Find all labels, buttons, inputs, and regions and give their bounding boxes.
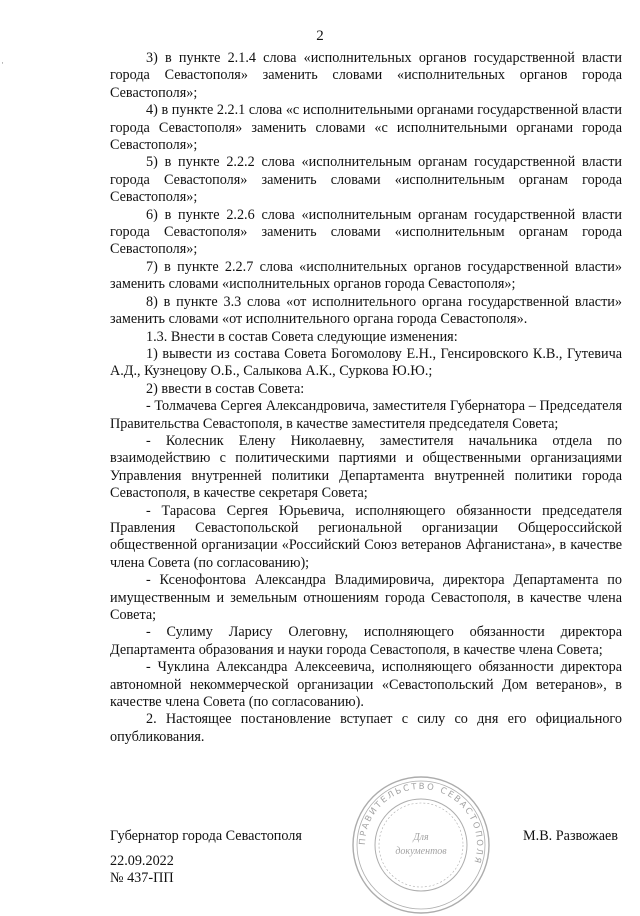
- paragraph-remove-members: 1) вывести из состава Совета Богомолову Е.Н., Генсировского К.В., Гутевича А.Д., Кузнецову О.Б., Салыкова А.К., Суркова Ю.Ю.;: [110, 345, 622, 380]
- stamp-center-text-1: Для: [413, 832, 429, 843]
- stamp-center-text-2: документов: [395, 846, 447, 857]
- member-entry-ksenofontov: - Ксенофонтова Александра Владимировича, директора Департамента по имущественным и земельным отношениям города Севастополя, в качестве члена Совета;: [110, 572, 622, 623]
- document-body: [110, 50, 622, 746]
- paragraph-item-3: 3) в пункте 2.1.4 слова «исполнительных органов государственной власти города Севастополя» заменить словами «исполнительных органов города Севастополя»;: [110, 50, 622, 101]
- paragraph-item-5: 5) в пункте 2.2.2 слова «исполнительным органам государственной власти города Севастополя» заменить словами «исполнительным органам города Севастополя»;: [110, 154, 622, 206]
- member-entry-chuklin: - Чуклина Александра Алексеевича, исполняющего обязанности директора автономной некоммерческой организации «Севастопольский Дом ветеранов», в качестве члена Совета (по согласованию).: [110, 659, 622, 711]
- stamp-ring-text: ПРАВИТЕЛЬСТВО СЕВАСТОПОЛЯ: [357, 781, 485, 866]
- page-number: 2: [316, 28, 324, 44]
- paragraph-item-8: 8) в пункте 3.3 слова «от исполнительного органа государственной власти» заменить словами «от исполнительного органа города Севастополя».: [110, 293, 622, 328]
- paragraph-add-members: 2) ввести в состав Совета:: [146, 380, 305, 397]
- document-number: № 437-ПП: [110, 870, 174, 886]
- member-entry-sulima: - Сулиму Ларису Олеговну, исполняющего обязанности директора Департамента образования и науки города Севастополя, в качестве члена Совета;: [110, 624, 622, 658]
- paragraph-item-4: 4) в пункте 2.2.1 слова «с исполнительными органами государственной власти города Севастополя» заменить словами «с исполнительными органами города Севастополя»;: [110, 102, 622, 154]
- signatory-position: Губернатор города Севастополя: [110, 828, 302, 844]
- paragraph-item-7: 7) в пункте 2.2.7 слова «исполнительных органов государственной власти» заменить словами «исполнительных органов города Севастополя»;: [110, 258, 622, 293]
- document-date: 22.09.2022: [110, 853, 174, 869]
- member-entry-tolmachev: - Толмачева Сергея Александровича, заместителя Губернатора – Председателя Правительства Севастополя, в качестве заместителя председателя Совета;: [110, 398, 622, 432]
- member-entry-tarasov: - Тарасова Сергея Юрьевича, исполняющего обязанности председателя Правления Севастопольской региональной организации Общероссийской общественной организации «Российский Союз ветеранов Афганистана», в качестве члена Совета (по согласованию);: [110, 502, 622, 571]
- paragraph-effective-date: 2. Настоящее постановление вступает с силу со дня его официального опубликования.: [110, 711, 622, 745]
- paragraph-section-1-3: 1.3. Внести в состав Совета следующие изменения:: [146, 328, 458, 345]
- official-seal-stamp: [350, 774, 492, 916]
- member-entry-kolesnik: - Колесник Елену Николаевну, заместителя начальника отдела по взаимодействию с политическими партиями и общественными организациями Управления внутренней политики Департамента внутренней политики города Севастополя, в качестве секретаря Совета;: [110, 432, 622, 502]
- signatory-name: М.В. Развожаев: [523, 828, 618, 844]
- margin-mark: ·: [1, 58, 4, 68]
- paragraph-item-6: 6) в пункте 2.2.6 слова «исполнительным органам государственной власти города Севастополя» заменить словами «исполнительным органам города Севастополя»;: [110, 206, 622, 258]
